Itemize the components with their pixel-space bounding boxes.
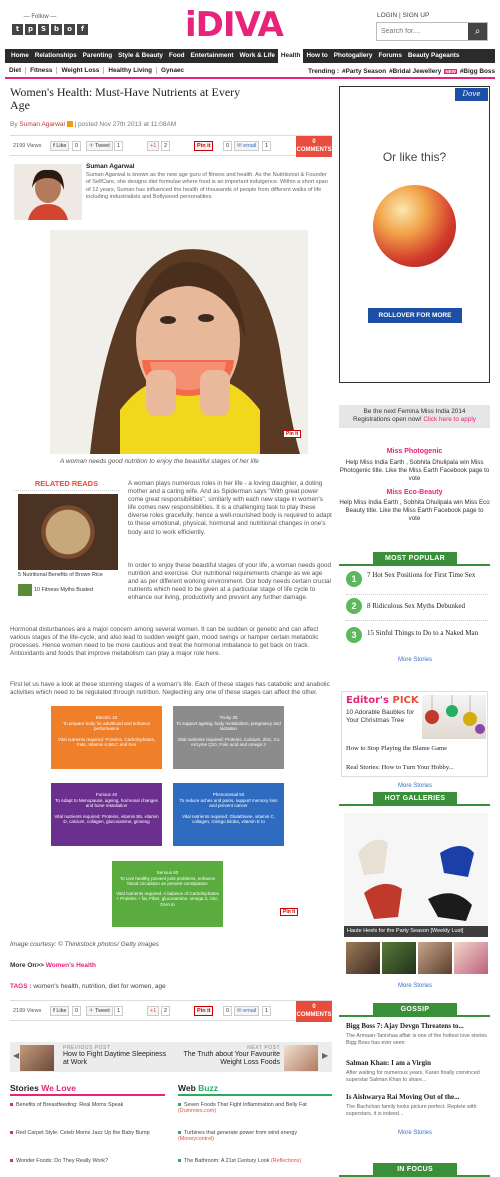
nav-item-home[interactable]: Home	[11, 52, 29, 59]
miss-photogenic-text: Help Miss India Earth , Sobhita Dhulipala win Miss Photogenic title. Like the Miss Earth Facebook page to vote	[339, 459, 490, 482]
pinit-button[interactable]: Pin it	[194, 1006, 213, 1016]
tweet-count: 1	[114, 141, 123, 151]
next-post-thumb[interactable]	[284, 1045, 318, 1071]
related-image-brown-rice[interactable]	[18, 494, 118, 570]
twitter-bird-icon: ✈	[89, 1008, 94, 1014]
comments-label: COMMENTS	[296, 147, 332, 153]
gossip-snippet: The Armaan-Tanishaa affair is one of the hottest love stories Bigg Boss has ever seen	[346, 1033, 487, 1046]
views-count: 2199 Views	[13, 143, 42, 149]
email-button[interactable]: ✉ email	[234, 141, 259, 151]
web-buzz-heading: Web Buzz	[178, 1083, 219, 1093]
pin-count: 0	[223, 1006, 232, 1016]
stage-box: Electric 18 To prepare body for adulthood and enhance performance Vital nutrients required: Proteins, Carbohydrates, Fats, Vitamin A,B6,C and Iron	[51, 706, 162, 769]
popular-link[interactable]: 8 Ridiculous Sex Myths Debunked	[367, 602, 465, 610]
pinit-button[interactable]: Pin it	[194, 141, 213, 151]
next-post-label: NEXT POST	[247, 1045, 280, 1051]
gossip-header: GOSSIP	[339, 1003, 490, 1017]
login-link[interactable]: LOGIN	[377, 12, 398, 19]
femina-banner: Be the next Femina Miss India 2014 Registrations open now! Click here to apply	[339, 405, 490, 428]
webbuzz-link[interactable]: Seven Foods That Fight Inflammation and Belly Fat (Dummies.com)	[178, 1102, 307, 1114]
byline-by: By	[10, 121, 18, 128]
nav-item-relationships[interactable]: Relationships	[34, 52, 77, 59]
peach-image	[373, 185, 456, 267]
trending-tag[interactable]: #Party Season	[342, 67, 387, 75]
pinit-image-button[interactable]: Pin it	[283, 430, 301, 438]
prev-post-link[interactable]	[63, 1045, 168, 1067]
main-nav	[5, 49, 495, 63]
subnav-item-weight-loss[interactable]: Weight Loss	[57, 67, 104, 74]
miss-eco-beauty-title[interactable]: Miss Eco-Beauty	[386, 489, 443, 496]
pin-count: 0	[223, 141, 232, 151]
femina-line: Be the next Femina Miss India 2014	[363, 408, 466, 415]
comments-count: 0	[312, 139, 316, 145]
trending-label: Trending :	[308, 67, 340, 75]
trending-tag[interactable]: #Bridal Jewellery	[389, 67, 442, 75]
gallery-thumb[interactable]	[454, 942, 488, 974]
popular-rank: 1	[346, 571, 362, 587]
article-hero-image	[50, 230, 308, 454]
hot-galleries-header: HOT GALLERIES	[339, 792, 490, 806]
author-photo	[14, 164, 82, 220]
pinterest-icon[interactable]: p	[25, 24, 36, 35]
nav-item-work-life[interactable]: Work & Life	[239, 52, 275, 59]
email-count: 1	[262, 141, 271, 151]
stumbleupon-icon[interactable]: S	[38, 24, 49, 35]
tags	[10, 983, 166, 990]
miss-eco-beauty-text: Help Miss India Earth , Sobhita Dhulipala win Miss Eco Beauty title. Like the Miss Earth Facebook page to vote	[339, 499, 490, 522]
stage-box: Serious 60 To Live healthy prevent joint problems, enhance blood circulation an prevent constipation Vital nutrients required: A balance of Carbohydrates + Proteins + fat, Fiber, glucosamine, omega 3, zinc, DHA to	[112, 861, 223, 927]
femina-apply-link[interactable]: Click here to apply	[423, 416, 476, 423]
webbuzz-link[interactable]: Turbines that generate power from wind energy (Moneycontrol)	[178, 1130, 298, 1142]
nav-item-parenting[interactable]: Parenting	[82, 52, 113, 59]
sub-nav	[5, 63, 495, 79]
in-focus-header: IN FOCUS	[339, 1163, 490, 1177]
facebook-icon[interactable]: f	[77, 24, 88, 35]
email-count: 1	[262, 1006, 271, 1016]
popular-rank: 2	[346, 598, 362, 614]
byline	[10, 121, 176, 128]
gplus-button[interactable]: +1	[147, 141, 159, 151]
gplus-count: 2	[161, 141, 170, 151]
rss-icon[interactable]	[67, 121, 73, 127]
nav-item-health[interactable]: Health	[278, 49, 304, 63]
orkut-icon[interactable]: o	[64, 24, 75, 35]
popular-link[interactable]: 15 Sinful Things to Do to a Naked Man	[367, 629, 479, 637]
article-paragraph: A woman plays numerous roles in her life - a loving daughter, a doting mother and a caring wife. And as Spiderman says "With great power come great responsibilities", similarly with each new stage in women's life comes new responsibilities. It is a challenging task to play these diverse roles gracefully; hence a well-nourished body is required to adapt to these emotional, physical, hormonal and nutritional changes in one's body and to work efficiently.	[128, 480, 332, 536]
more-stories-link[interactable]: More Stories	[398, 783, 433, 789]
gossip-link[interactable]: Bigg Boss 7: Ajay Devgn Threatens to...	[346, 1022, 464, 1030]
author-name: Suman Agarwal	[86, 163, 135, 170]
prev-post-title: How to Fight Daytime Sleepiness at Work	[63, 1051, 167, 1066]
follow-label: — Follow —	[23, 14, 57, 20]
stages-infographic	[10, 705, 332, 930]
trending-tag[interactable]: #Bigg Boss	[459, 67, 495, 75]
more-on: More On>> Women's Health	[10, 962, 96, 969]
editors-pick-link[interactable]: Real Stories: How to Turn Your Hobby...	[346, 764, 454, 771]
share-bar	[10, 135, 332, 156]
prev-arrow-icon[interactable]: ◀	[13, 1051, 20, 1060]
ad-headline: Or like this?	[382, 150, 447, 164]
post-date: | posted Nov 27th 2013 at 11:08AM	[74, 121, 177, 128]
twitter-bird-icon: ✈	[89, 143, 94, 149]
editors-pick-feature[interactable]: 10 Adorable Baubles for Your Christmas Tree	[346, 709, 415, 724]
search-icon: ⌕	[474, 26, 481, 37]
search-button[interactable]	[468, 23, 487, 40]
article-title: Women's Health: Must-Have Nutrients at Every Age	[10, 85, 241, 112]
miss-photogenic-title[interactable]: Miss Photogenic	[386, 448, 443, 455]
like-count: 0	[72, 141, 81, 151]
stage-box: Phenomenal 50 To reduce aches and pains, support memory loss and prevent cancer Vital nutrients required: Glutathione, vitamin C, collagen, Ginkgo biloba, vitamin E to	[173, 783, 284, 846]
article-paragraph: First let us have a look at these stunning stages of a woman's life. Each of these stages has catabolic and anabolic activities which need to be regulated through nutrition. Neglecting any one of these stages can affect the other.	[10, 681, 330, 697]
divider	[346, 594, 488, 595]
stories-we-love-heading: Stories We Love	[10, 1083, 76, 1093]
comments-label: COMMENTS	[296, 1012, 332, 1018]
subnav-item-healthy-living[interactable]: Healthy Living	[104, 67, 157, 74]
story-link[interactable]: Wonder Foods: Do They Really Work?	[10, 1158, 160, 1164]
comments-count: 0	[312, 1004, 316, 1010]
nav-item-how-to[interactable]: How to	[306, 52, 328, 59]
gossip-link[interactable]: Salman Khan: I am a Virgin	[346, 1059, 431, 1067]
baubles-image[interactable]	[422, 695, 486, 739]
stage-box: Tricky 25 To support ageing, body metabolism, pregnancy and lactation Vital nutrients required: Proteins, Calcium, Zinc, Co enzyme Q10, Folic acid and omega 3	[173, 706, 284, 769]
gallery-thumb[interactable]	[418, 942, 452, 974]
prev-post-thumb[interactable]	[20, 1045, 54, 1071]
author-link[interactable]: Suman Agarwal	[19, 121, 65, 128]
new-badge: NEW	[445, 68, 456, 74]
tags-label: TAGS :	[10, 983, 32, 990]
email-button[interactable]: ✉ email	[234, 1006, 259, 1016]
signup-link[interactable]: SIGN UP	[402, 12, 430, 19]
site-logo[interactable]: iDIVA	[185, 5, 283, 45]
next-post-title: The Truth about Your Favourite Weight Loss Foods	[183, 1051, 280, 1066]
stories-divider	[10, 1094, 165, 1096]
stage-box: Furious 40 To Adapt to Menopause, ageing, hormonal changes and bone retardation Vital nutrients required: Proteins, vitamin B6, vitamin D, calcium, collagen, glucosamine, ginseng	[51, 783, 162, 846]
trending-bar	[308, 63, 495, 79]
tweet-button[interactable]: ✈ Tweet	[86, 1006, 113, 1016]
views-count: 2199 Views	[13, 1008, 42, 1014]
prev-post-label: PREVIOUS POST	[63, 1045, 111, 1051]
nav-item-style-beauty[interactable]: Style & Beauty	[118, 52, 163, 59]
gallery-image-heels[interactable]	[344, 813, 488, 936]
search-input[interactable]	[377, 23, 467, 40]
subnav-item-diet[interactable]: Diet	[5, 67, 26, 74]
social-links	[12, 24, 88, 35]
article-paragraph: Hormonal disturbances are a major concern among several women. It can be sudden or genetic and can affect various stages of the life-cycle, and also lead to sudden weight gain, mood swings or hamper certain metabolic processes. Hence women need to be more cautious and treat the hormonal imbalance to get back on track. Antioxidants and foods that improve metabolism can play a major role here.	[10, 626, 319, 658]
facebook-like-button[interactable]: f Like	[50, 1006, 69, 1016]
nav-item-photogallery[interactable]: Photogallery	[333, 52, 373, 59]
gossip-snippet: The Bachchan family looks picture perfect. Replete with superstars, it is indeed...	[346, 1104, 477, 1117]
more-stories-link[interactable]: More Stories	[398, 1130, 433, 1136]
next-arrow-icon[interactable]: ▶	[322, 1051, 329, 1060]
tags-list[interactable]: women's health, nutrition, diet for women, age	[33, 983, 166, 990]
most-popular-header: MOST POPULAR	[339, 552, 490, 566]
gallery-thumb[interactable]	[346, 942, 380, 974]
nav-item-food[interactable]: Food	[168, 52, 185, 59]
article-paragraph: In order to enjoy these beautiful stages of your life, a woman needs good nutrition and exercise. Our nutritional requirements change as we age and as per different working environment. Our body needs certain crucial nutrients which need to be given at a particular stage of life cycle to enhance our living, productivity and prevent any further damage.	[128, 562, 332, 602]
tweet-count: 1	[114, 1006, 123, 1016]
comments-button[interactable]	[296, 136, 332, 157]
auth-links: LOGIN | SIGN UP	[377, 12, 430, 19]
editors-pick-link[interactable]: How to Stop Playing the Blame Game	[346, 745, 448, 752]
image-courtesy: Image courtesy: © Thinkstock photos/ Getty images	[10, 941, 159, 948]
webbuzz-link[interactable]: The Bathroom: A 21st Century Look (Reflections)	[178, 1158, 328, 1164]
story-link[interactable]: Red Carpet Style: Celeb Moms Jazz Up the Baby Bump	[10, 1130, 160, 1136]
gplus-count: 2	[161, 1006, 170, 1016]
more-stories-link[interactable]: More Stories	[398, 657, 433, 663]
related-reads-heading: RELATED READS	[14, 479, 119, 491]
gossip-snippet: After waiting for numerous years, Karan finally convinced superstar Salman Khan to share...	[346, 1070, 480, 1083]
dove-logo: Dove	[455, 88, 488, 101]
divider	[346, 620, 488, 621]
author-bio: Suman Agarwal is known as the new age guru of fitness and health. As the Nutritionist & Founder of SelfCare, she designs diet formulae where food is an important indulgence. Within a short span of 12 years, Suman has influenced the health of thousands of people from different walks of life including industrialists and Bollywood personalities.	[86, 172, 328, 200]
more-on-link[interactable]: Women's Health	[45, 962, 96, 969]
nav-item-entertainment[interactable]: Entertainment	[190, 52, 234, 59]
pinit-infographic-button[interactable]: Pin it	[280, 908, 298, 916]
facebook-like-button[interactable]: f Like	[50, 141, 69, 151]
gossip-link[interactable]: Is Aishwarya Rai Moving Out of the...	[346, 1093, 460, 1101]
story-link[interactable]: Benefits of Breastfeeding: Real Moms Speak	[10, 1102, 160, 1108]
editors-pick-heading: Editor's PICK	[346, 695, 419, 706]
related-thumb[interactable]	[18, 584, 32, 596]
nav-item-forums[interactable]: Forums	[378, 52, 402, 59]
gplus-button[interactable]: +1	[147, 1006, 159, 1016]
webbuzz-divider	[178, 1094, 332, 1096]
related-link[interactable]: 10 Fitness Myths Busted	[34, 587, 94, 593]
tweet-button[interactable]: ✈ Tweet	[86, 141, 113, 151]
like-count: 0	[72, 1006, 81, 1016]
comments-button[interactable]	[296, 1001, 332, 1022]
search-box	[376, 22, 488, 41]
blog-icon[interactable]: b	[51, 24, 62, 35]
popular-rank: 3	[346, 627, 362, 643]
twitter-icon[interactable]: t	[12, 24, 23, 35]
next-post-link[interactable]	[170, 1045, 280, 1067]
related-link[interactable]: 5 Nutritional Benefits of Brown Rice	[18, 572, 103, 578]
gallery-thumb[interactable]	[382, 942, 416, 974]
gallery-caption[interactable]: Haute Heels for the Party Season [Weekly Lust]	[344, 926, 488, 937]
more-stories-link[interactable]: More Stories	[398, 983, 433, 989]
share-bar-bottom	[10, 1000, 332, 1021]
subnav-item-gynaec[interactable]: Gynaec	[161, 66, 185, 74]
nav-item-beauty-pageants[interactable]: Beauty Pageants	[407, 52, 460, 59]
ad-rollover-button[interactable]: ROLLOVER FOR MORE	[368, 308, 462, 323]
subnav-item-fitness[interactable]: Fitness	[26, 67, 57, 74]
popular-link[interactable]: 7 Hot Sex Positions for First Time Sex	[367, 571, 476, 579]
image-caption: A woman needs good nutrition to enjoy the beautiful stages of her life	[60, 458, 259, 465]
